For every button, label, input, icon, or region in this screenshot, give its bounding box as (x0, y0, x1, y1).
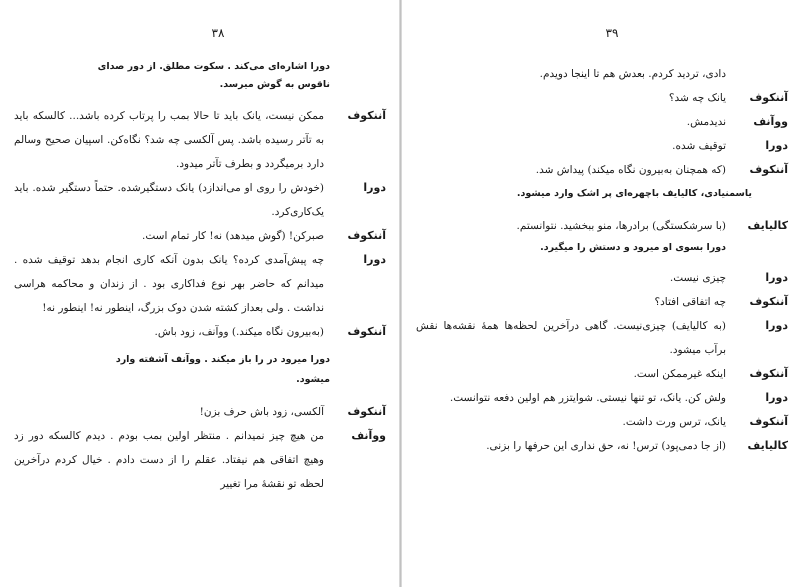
speaker-name: آننکوف (749, 295, 788, 308)
speaker-name: دورا (363, 253, 386, 266)
dialogue-text: (با سرشکستگی) برادرها، منو ببخشید. نتوانستم. (516, 220, 726, 232)
speaker-name: دورا (765, 271, 788, 284)
dialogue-entry (14, 424, 386, 496)
dialogue-text: (به‌بیرون نگاه میکند.) ووآنف، زود باش. (154, 326, 324, 338)
continued-line (416, 62, 788, 86)
dialogue-entry (14, 320, 386, 344)
dialogue-text: آلکسی، زود باش حرف بزن! (199, 406, 324, 418)
page-body (416, 62, 788, 458)
stage-direction: یاسمنیادی، کالیایف باچهره‌ای پر اشک وارد میشود. (516, 188, 752, 199)
dialogue-entry (416, 410, 788, 434)
dialogue-text: (خودش را روی او می‌اندازد) یانک دستگیرشده. حتماً دستگیر شده. باید یک‌کاری‌کرد. (14, 182, 324, 218)
stage-direction: دورا اشاره‌ای می‌کند . سکوت مطلق. از دور صدای ناقوس به گوش میرسد. (97, 61, 330, 90)
dialogue-text: (از جا دمی‌پود) ترس! نه، حق نداری این حرفها را بزنی. (486, 440, 726, 452)
dialogue-entry (416, 86, 788, 110)
dialogue-entry (14, 104, 386, 176)
speaker-name: دورا (363, 181, 386, 194)
dialogue-entry (14, 176, 386, 224)
stage-direction: دورا بسوی او میرود و دستش را میگیرد. (540, 242, 726, 253)
speaker-name: آننکوف (749, 367, 788, 380)
right-page (416, 0, 788, 587)
speaker-name: آننکوف (749, 163, 788, 176)
dialogue-entry (416, 314, 788, 362)
speaker-name: آننکوف (347, 229, 386, 242)
left-page (14, 0, 386, 587)
dialogue-text: اینکه غیرممکن است. (633, 368, 726, 380)
speaker-name: کالیایف (747, 219, 788, 232)
speaker-name: کالیایف (747, 439, 788, 452)
dialogue-text: دادی، تردید کردم. بعدش هم تا اینجا دویدم. (539, 68, 726, 80)
dialogue-text: ممکن نیست، یانک باید تا حالا بمب را پرتاب کرده باشد... کالسکه باید به تآتر رسیده باشد. پس آلکسی چه شد؟ نگاه‌کن. اسپیان صحیح وسالم دارد برمیگردد و بطرف تآتر میدود. (14, 110, 324, 170)
dialogue-text: (به کالیایف) چیزی‌نیست. گاهی درآخرین لحظه‌ها همهٔ نقشه‌ها نقش برآب میشود. (416, 320, 726, 356)
dialogue-text: چه پیش‌آمدی کرده؟ یانک بدون آنکه کاری انجام بدهد توقیف شده . میدانم که حاضر بهر نوع فداکاری بود . از زندان و محاکمه هراسی نداشت . ولی بعداز کشته شدن دوک بزرگ، اینطور نه! اینطور نه! (14, 254, 324, 314)
dialogue-text: چه اتفاقی افتاد؟ (654, 296, 726, 308)
dialogue-entry (416, 110, 788, 134)
dialogue-text: ندیدمش. (686, 116, 726, 128)
page-number: ۳۹ (605, 26, 619, 40)
speaker-name: دورا (765, 139, 788, 152)
dialogue-text: توقیف شده. (672, 140, 726, 152)
speaker-name: ووآنف (753, 115, 788, 128)
dialogue-entry (14, 400, 386, 424)
dialogue-entry (14, 224, 386, 248)
page-body (14, 56, 386, 496)
speaker-name: دورا (765, 319, 788, 332)
speaker-name: آننکوف (347, 405, 386, 418)
dialogue-entry (416, 158, 788, 182)
dialogue-entry (416, 134, 788, 158)
dialogue-text: چیزی نیست. (669, 272, 726, 284)
dialogue-entry (416, 434, 788, 458)
dialogue-text: (که همچنان به‌بیرون نگاه میکند) پیداش شد. (535, 164, 726, 176)
speaker-name: ووآنف (351, 429, 386, 442)
dialogue-text: ولش کن. یانک، تو تنها نیستی. شوایتزر هم اولین دفعه نتوانست. (449, 392, 726, 404)
dialogue-entry (416, 290, 788, 314)
stage-direction: دورا میرود در را باز میکند . ووآنف آشفته وارد میشود. (115, 354, 330, 385)
dialogue-text: صبرکن! (گوش میدهد) نه! کار تمام است. (142, 230, 324, 242)
dialogue-entry (14, 248, 386, 320)
speaker-name: آننکوف (749, 91, 788, 104)
speaker-name: آننکوف (347, 325, 386, 338)
speaker-name: آننکوف (749, 415, 788, 428)
dialogue-text: من هیچ چیز نمیدانم . منتظر اولین بمب بودم . دیدم کالسکه دور زد وهیچ اتفاقی هم نیفتاد. عقلم را از دست دادم . خیال کردم درآخرین لحظه تو نقشهٔ مرا تغییر (14, 430, 324, 490)
dialogue-entry (416, 386, 788, 410)
dialogue-text: یانک، ترس ورت داشت. (622, 416, 726, 428)
speaker-name: دورا (765, 391, 788, 404)
dialogue-entry (416, 266, 788, 290)
book-gutter (399, 0, 402, 587)
dialogue-text: یانک چه شد؟ (668, 92, 726, 104)
page-number: ۳۸ (211, 26, 225, 40)
dialogue-entry (416, 214, 788, 238)
dialogue-entry (416, 362, 788, 386)
speaker-name: آننکوف (347, 109, 386, 122)
